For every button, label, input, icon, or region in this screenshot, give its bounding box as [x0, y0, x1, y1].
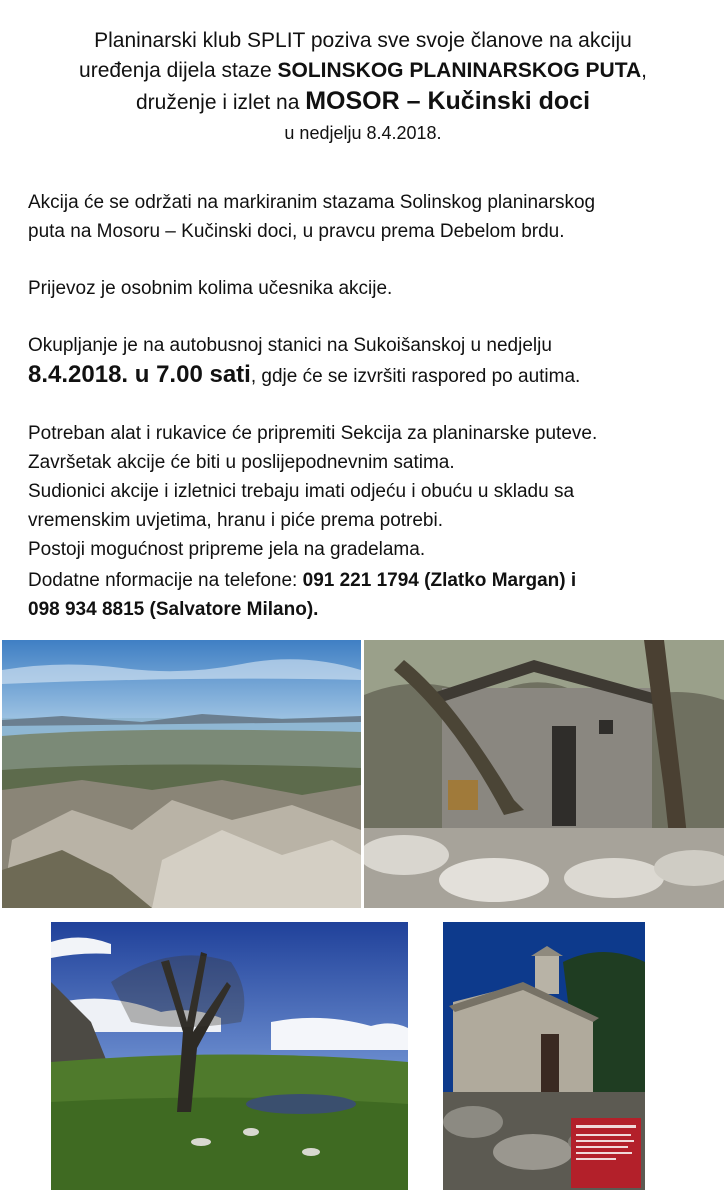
phone-contact-2: 098 934 8815 (Salvatore Milano).	[28, 599, 319, 620]
p4-line-5: Postoji mogućnost pripreme jela na gradelama.	[28, 539, 426, 560]
meeting-date-time: 8.4.2018. u 7.00 sati	[28, 361, 251, 388]
p5-pre: Dodatne nformacije na telefone:	[28, 570, 303, 591]
p4-line-3: Sudionici akcije i izletnici trebaju imati odjeću i obuću u skladu sa	[28, 481, 575, 502]
stone-hut-photo	[364, 640, 724, 908]
p1-line-1: Akcija će se održati na markiranim stazama Solinskog planinarskog	[28, 192, 596, 213]
p2-line: Prijevoz je osobnim kolima učesnika akcije.	[28, 278, 393, 299]
p4-line-2: Završetak akcije će biti u poslijepodnevnim satima.	[28, 452, 455, 473]
body-paragraph-5	[28, 566, 698, 624]
header-line-1-text: Planinarski klub SPLIT poziva sve svoje članove na akciju	[94, 29, 632, 52]
body-paragraph-3	[28, 331, 698, 391]
header-line-1	[0, 26, 726, 56]
header-line-2-post: ,	[641, 59, 647, 82]
phone-contact-1: 091 221 1794 (Zlatko Margan) i	[302, 570, 577, 591]
invitation-body	[28, 188, 698, 624]
event-date-text: u nedjelju 8.4.2018.	[284, 123, 442, 143]
body-paragraph-4	[28, 419, 698, 564]
p1-line-2: puta na Mosoru – Kučinski doci, u pravcu prema Debelom brdu.	[28, 221, 565, 242]
header-line-3	[0, 86, 726, 118]
header-line-2	[0, 56, 726, 86]
header-line-3-pre: druženje i izlet na	[135, 91, 306, 114]
body-paragraph-1	[28, 188, 698, 246]
invitation-header	[0, 26, 726, 146]
header-line-2-pre: uređenja dijela staze	[79, 59, 278, 82]
p4-line-1: Potreban alat i rukavice će pripremiti Sekcija za planinarske puteve.	[28, 423, 598, 444]
body-paragraph-2	[28, 274, 698, 303]
destination-name: MOSOR – Kučinski doci	[305, 87, 591, 115]
p3-line-1: Okupljanje je na autobusnoj stanici na Sukoišanskoj u nedjelju	[28, 335, 552, 356]
p3-post: , gdje će se izvršiti raspored po autima.	[250, 366, 581, 387]
trail-name: SOLINSKOG PLANINARSKOG PUTA	[277, 59, 642, 82]
event-date	[0, 120, 726, 146]
coastal-panorama-photo	[2, 640, 361, 908]
p4-line-4: vremenskim uvjetima, hranu i piće prema potrebi.	[28, 510, 444, 531]
tree-meadow-photo	[51, 922, 408, 1190]
stone-chapel-photo	[443, 922, 645, 1190]
